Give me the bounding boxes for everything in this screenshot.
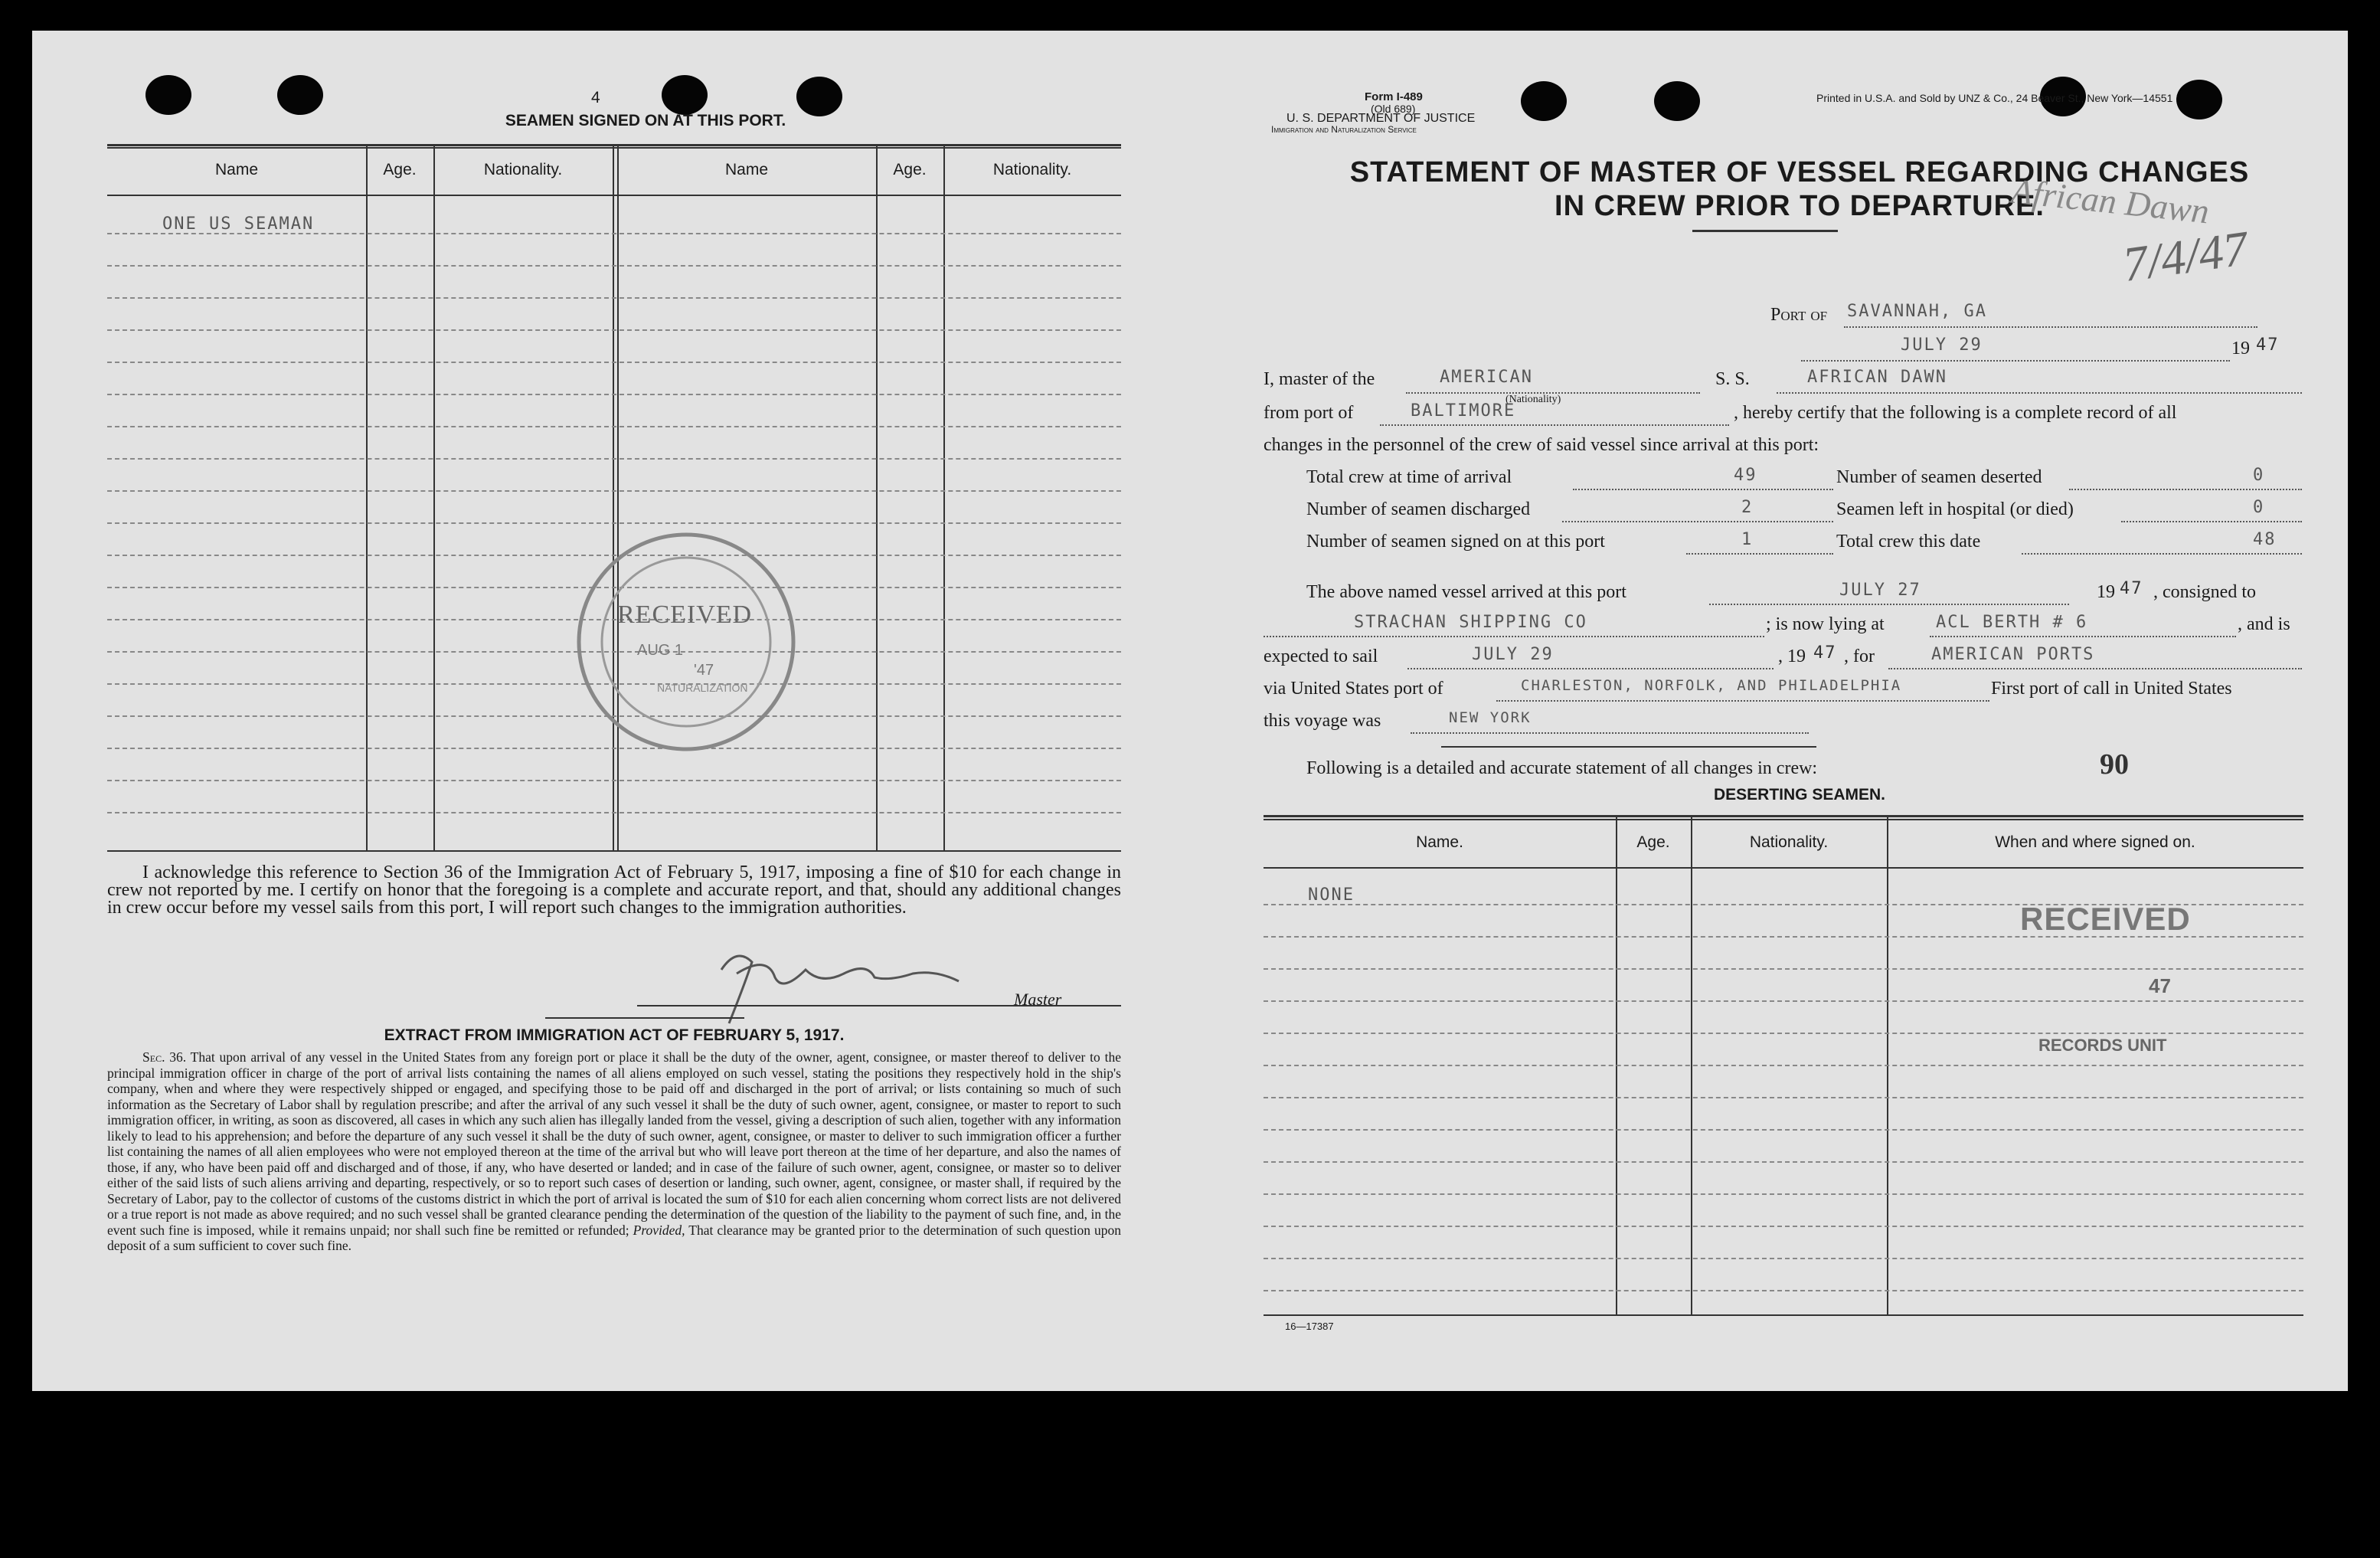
stat-value-deserted: 0 xyxy=(2253,466,2265,485)
master-label: Master xyxy=(1014,990,1062,1009)
port-value: SAVANNAH, GA xyxy=(1847,302,1987,321)
deserting-entry: NONE xyxy=(1308,885,1355,905)
section-title-signed-on: SEAMEN SIGNED ON AT THIS PORT. xyxy=(505,112,786,129)
desert-col-nationality: Nationality. xyxy=(1749,833,1829,851)
destination-value: AMERICAN PORTS xyxy=(1931,645,2095,664)
received-stamp-rect: RECEIVED xyxy=(2020,901,2191,937)
changes-text: changes in the personnel of the crew of said vessel since arrival at this port: xyxy=(1264,435,1819,455)
col-name-2: Name xyxy=(724,161,769,178)
from-port-label: from port of xyxy=(1264,403,1354,423)
form-number: Form I-489 xyxy=(1365,90,1423,103)
via-label: via United States port of xyxy=(1264,679,1443,699)
punch-hole xyxy=(1521,81,1567,121)
received-stamp-circle: RECEIVED AUG 1 '47 NATURALIZATION xyxy=(571,527,801,757)
form-sheet xyxy=(32,31,2348,1391)
voyage-label: this voyage was xyxy=(1264,711,1381,731)
acknowledgment-text: I acknowledge this reference to Section 36 of the Immigration Act of February 5, 1917, imposing a fine of $10 for each change in crew not reported by me. I certify on honor that the foregoing is a complete and accurate report, and that, should any additional changes in crew occur before my vessel sails from this port, I will report such changes to the immigration authorities. xyxy=(107,862,1121,918)
page-number: 4 xyxy=(591,89,600,106)
stat-label-hospital: Seamen left in hospital (or died) xyxy=(1836,499,2074,519)
stat-value-arrival: 49 xyxy=(1734,466,1757,485)
stamped-number: 90 xyxy=(2100,748,2129,781)
via-value: CHARLESTON, NORFOLK, AND PHILADELPHIA xyxy=(1521,677,1902,694)
stat-label-total: Total crew this date xyxy=(1836,532,1981,552)
punch-hole xyxy=(662,75,708,115)
punch-hole xyxy=(2176,80,2222,119)
stat-value-discharged: 2 xyxy=(1741,498,1754,517)
punch-hole xyxy=(145,75,191,115)
lying-label: ; is now lying at xyxy=(1766,614,1885,634)
deserting-title: DESERTING SEAMEN. xyxy=(1713,786,1886,804)
form-title-line2: IN CREW PRIOR TO DEPARTURE. xyxy=(1555,190,2045,222)
handwritten-vessel-name: African Dawn xyxy=(2009,171,2212,231)
extract-title: EXTRACT FROM IMMIGRATION ACT OF FEBRUARY 5, 1917. xyxy=(384,1026,845,1044)
printer-line: Printed in U.S.A. and Sold by UNZ & Co., 24 Beaver St., New York—14551 xyxy=(1816,92,2173,104)
records-unit-stamp: RECORDS UNIT xyxy=(2038,1036,2167,1055)
for-label: , for xyxy=(1844,646,1875,666)
year-prefix: 19 xyxy=(2231,339,2250,358)
received-stamp-year: 47 xyxy=(2149,974,2171,997)
form-title-line1: STATEMENT OF MASTER OF VESSEL REGARDING CHANGES xyxy=(1349,156,2250,188)
punch-hole xyxy=(796,77,842,116)
punch-hole xyxy=(1654,81,1700,121)
voyage-value: NEW YORK xyxy=(1449,709,1532,726)
arrived-label: The above named vessel arrived at this port xyxy=(1306,582,1626,602)
desert-col-age: Age. xyxy=(1636,833,1670,851)
expected-label: expected to sail xyxy=(1264,646,1378,666)
service-name: Immigration and Naturalization Service xyxy=(1271,124,1417,135)
footer-code: 16—17387 xyxy=(1285,1321,1334,1332)
certify-text: , hereby certify that the following is a complete record of all xyxy=(1734,403,2177,423)
and-is-label: , and is xyxy=(2238,614,2290,634)
extract-body: Sec. 36. That upon arrival of any vessel in the United States from any foreign port or place it shall be the duty of the owner, agent, consignee, or master thereof to deliver to the principal immigration officer in charge of the port of arrival lists containing the names of all aliens employed on such vessel, stating the positions they respectively hold in the ship's company, when and where they were respectively shipped or engaged, and specifying those to be paid off and discharged in the port of arrival; or lists containing so much of such information as the Secretary of Labor shall by regulation prescribe; and after the arrival of any such vessel it shall be the duty of such owner, agent, consignee, or master to report to such immigration officer, in writing, as soon as discovered, all cases in which any such alien has illegally landed from the vessel, giving a description of such alien, together with any information likely to lead to his apprehension; and before the departure of any such vessel it shall be the duty of such owner, agent, consignee, or master to deliver to such immigration officer a further list containing the names of all alien employees who were not employed thereon at the time of the arrival but who will leave port thereon at the time of her departure, and also the names of those, if any, who have been paid off and discharged and of those, if any, who have deserted or landed; and in case of the failure of such owner, agent, consignee, or master so to deliver either of the said lists of such aliens arriving and departing, respectively, or so to report such cases of desertion or landing, such owner, agent, consignee, or master shall, if required by the Secretary of Labor, pay to the collector of customs of the customs district in which the port of arrival is located the sum of $10 for each alien concerning whom correct lists are not delivered or a true report is not made as above required; and no such vessel shall be granted clearance pending the determination of the question of the liability to the payment of such fine, and, in the event such fine is imposed, while it remains unpaid; nor shall such fine be remitted or refunded; Provided, That clearance may be granted prior to the determination of such question upon deposit of a sum sufficient to cover such fine. xyxy=(107,1049,1121,1253)
stat-label-arrival: Total crew at time of arrival xyxy=(1306,467,1512,487)
col-age: Age. xyxy=(383,161,417,178)
date-value: JULY 29 xyxy=(1901,335,1983,355)
desert-col-name: Name. xyxy=(1416,833,1463,851)
sail-year: 47 xyxy=(1813,643,1837,663)
sail-value: JULY 29 xyxy=(1472,645,1554,664)
berth-value: ACL BERTH # 6 xyxy=(1936,613,2088,632)
desert-col-signed-on: When and where signed on. xyxy=(1995,833,2195,851)
col-name: Name xyxy=(214,161,259,178)
stat-label-deserted: Number of seamen deserted xyxy=(1836,467,2042,487)
col-age-2: Age. xyxy=(893,161,927,178)
form-old: (Old 689) xyxy=(1371,103,1416,115)
consigned-label: , consigned to xyxy=(2153,582,2256,602)
signed-on-entry: ONE US SEAMAN xyxy=(162,214,315,234)
nationality-caption: (Nationality) xyxy=(1505,394,1561,405)
col-nationality: Nationality. xyxy=(483,161,563,178)
handwritten-date: 7/4/47 xyxy=(2119,220,2251,293)
year-value: 47 xyxy=(2256,335,2280,355)
stat-value-hospital: 0 xyxy=(2253,498,2265,517)
nationality-value: AMERICAN xyxy=(1440,368,1533,387)
col-nationality-2: Nationality. xyxy=(992,161,1072,178)
consignee-value: STRACHAN SHIPPING CO xyxy=(1354,613,1587,632)
arrived-year-prefix: 19 xyxy=(2097,582,2115,602)
port-label: Port of xyxy=(1770,305,1828,325)
ss-label: S. S. xyxy=(1715,369,1750,389)
stat-value-total: 48 xyxy=(2253,530,2277,549)
punch-hole xyxy=(277,75,323,115)
stat-label-discharged: Number of seamen discharged xyxy=(1306,499,1531,519)
department-name: U. S. DEPARTMENT OF JUSTICE xyxy=(1286,112,1476,125)
vessel-value: AFRICAN DAWN xyxy=(1807,368,1947,387)
first-port-label: First port of call in United States xyxy=(1991,679,2232,699)
stat-label-signed-on: Number of seamen signed on at this port xyxy=(1306,532,1605,552)
master-label-text: I, master of the xyxy=(1264,369,1375,389)
arrived-year: 47 xyxy=(2120,579,2143,598)
arrived-value: JULY 27 xyxy=(1839,581,1921,600)
sail-year-prefix: , 19 xyxy=(1778,646,1806,666)
following-label: Following is a detailed and accurate statement of all changes in crew: xyxy=(1306,758,1818,778)
from-port-value: BALTIMORE xyxy=(1411,401,1516,421)
stat-value-signed-on: 1 xyxy=(1741,530,1754,549)
